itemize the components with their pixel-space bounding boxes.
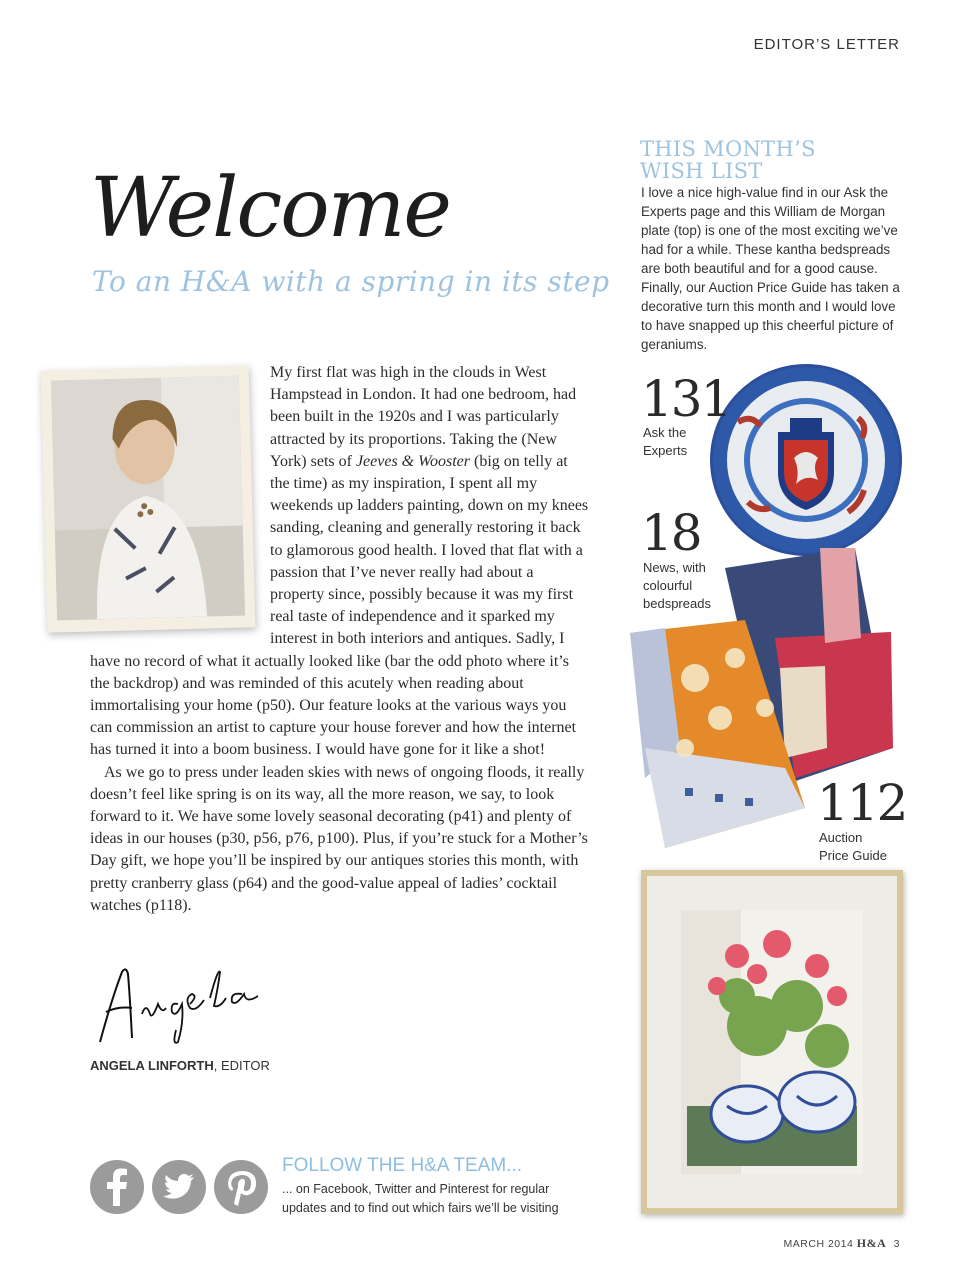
de-morgan-plate-image xyxy=(708,362,904,563)
item-131-number: 131 xyxy=(641,370,731,428)
item-label-line: colourful xyxy=(643,578,693,593)
item-label-line: Experts xyxy=(643,443,688,458)
item-label-line: Price Guide xyxy=(819,848,887,863)
letter-body xyxy=(90,362,590,917)
letter-text: (big on telly at the time) as my inspiration, I spent all my weekends up ladders painting, down on my knees sanding, cleaning and generally restoring it back to glamorous good health. I loved that flat with a passion that I’ve never really had about a property since, possibly because it was my first real taste of independence and it sparked my interest in both interiors and antiques. Sadly, I have no record of what it actually looked like (bar the odd photo where it’s the backdrop) and was reminded of this acutely when reading about immortalising your home (p50). Our feature looks at the various ways you can commission an artist to capture your house forever and how the internet has turned it into a boom business. I would have gone for it like a shot! xyxy=(90,452,589,759)
item-label-line: News, with xyxy=(643,560,706,575)
editor-credit xyxy=(90,1058,270,1073)
pinterest-icon[interactable] xyxy=(214,1160,268,1214)
item-18-label xyxy=(643,559,711,613)
wishlist-title-line: THIS MONTH’S xyxy=(640,137,816,161)
letter-italic-title: Jeeves & Wooster xyxy=(355,452,470,470)
wishlist-title xyxy=(640,138,816,182)
facebook-icon[interactable] xyxy=(90,1160,144,1214)
page-footer xyxy=(784,1236,900,1251)
wishlist-text: I love a nice high-value find in our Ask the Experts page and this William de Morgan plate (top) is one of the most exciting we’ve had for a while. These kantha bedspreads are both beautiful and for a good cause. Finally, our Auction Price Guide has taken a decorative turn this month and I would love to have snapped up this cheerful picture of geraniums. xyxy=(641,185,900,352)
geranium-painting-image xyxy=(641,870,903,1214)
item-label-line: bedspreads xyxy=(643,596,711,611)
wishlist-title-line: WISH LIST xyxy=(640,159,763,183)
item-131-label xyxy=(643,424,687,460)
item-112-label xyxy=(819,829,887,865)
page-subtitle: To an H&A with a spring in its step xyxy=(92,265,610,298)
item-112-number: 112 xyxy=(817,774,907,832)
page-title: Welcome xyxy=(90,161,450,256)
item-label-line: Auction xyxy=(819,830,863,845)
editor-role: , EDITOR xyxy=(213,1058,270,1073)
follow-text: ... on Facebook, Twitter and Pinterest for regular updates and to find out which fairs we’ll be visiting xyxy=(282,1182,559,1215)
page-number: 3 xyxy=(893,1238,900,1250)
signature xyxy=(92,958,267,1053)
letter-paragraph-2: As we go to press under leaden skies with news of ongoing floods, it really doesn’t feel like spring is on its way, all the more reason, we say, to look forward to it. We have some lovely seasonal decorating (p41) and plenty of ideas in our houses (p30, p56, p76, p100). Plus, if you’re stuck for a Mother’s Day gift, we hope you’ll be inspired by our antiques stories this month, with pretty cranberry glass (p64) and the good-value appeal of ladies’ cocktail watches (p118). xyxy=(90,763,588,914)
follow-title: FOLLOW THE H&A TEAM... xyxy=(282,1155,523,1176)
section-label: EDITOR’S LETTER xyxy=(753,36,900,53)
letter-text: My first flat was high in the clouds in West Hampstead in London. It had one bedroom, had been built in the 1920s and I was particularly attracted by its proportions. Taking the (New York) sets of xyxy=(270,364,577,470)
letter-paragraph-1 xyxy=(90,362,590,762)
magazine-brand: H&A xyxy=(856,1236,887,1250)
issue-date: MARCH 2014 xyxy=(783,1238,854,1250)
editor-name: ANGELA LINFORTH xyxy=(90,1058,214,1073)
item-18-number: 18 xyxy=(641,504,701,562)
item-label-line: Ask the xyxy=(643,425,687,440)
twitter-icon[interactable] xyxy=(152,1160,206,1214)
